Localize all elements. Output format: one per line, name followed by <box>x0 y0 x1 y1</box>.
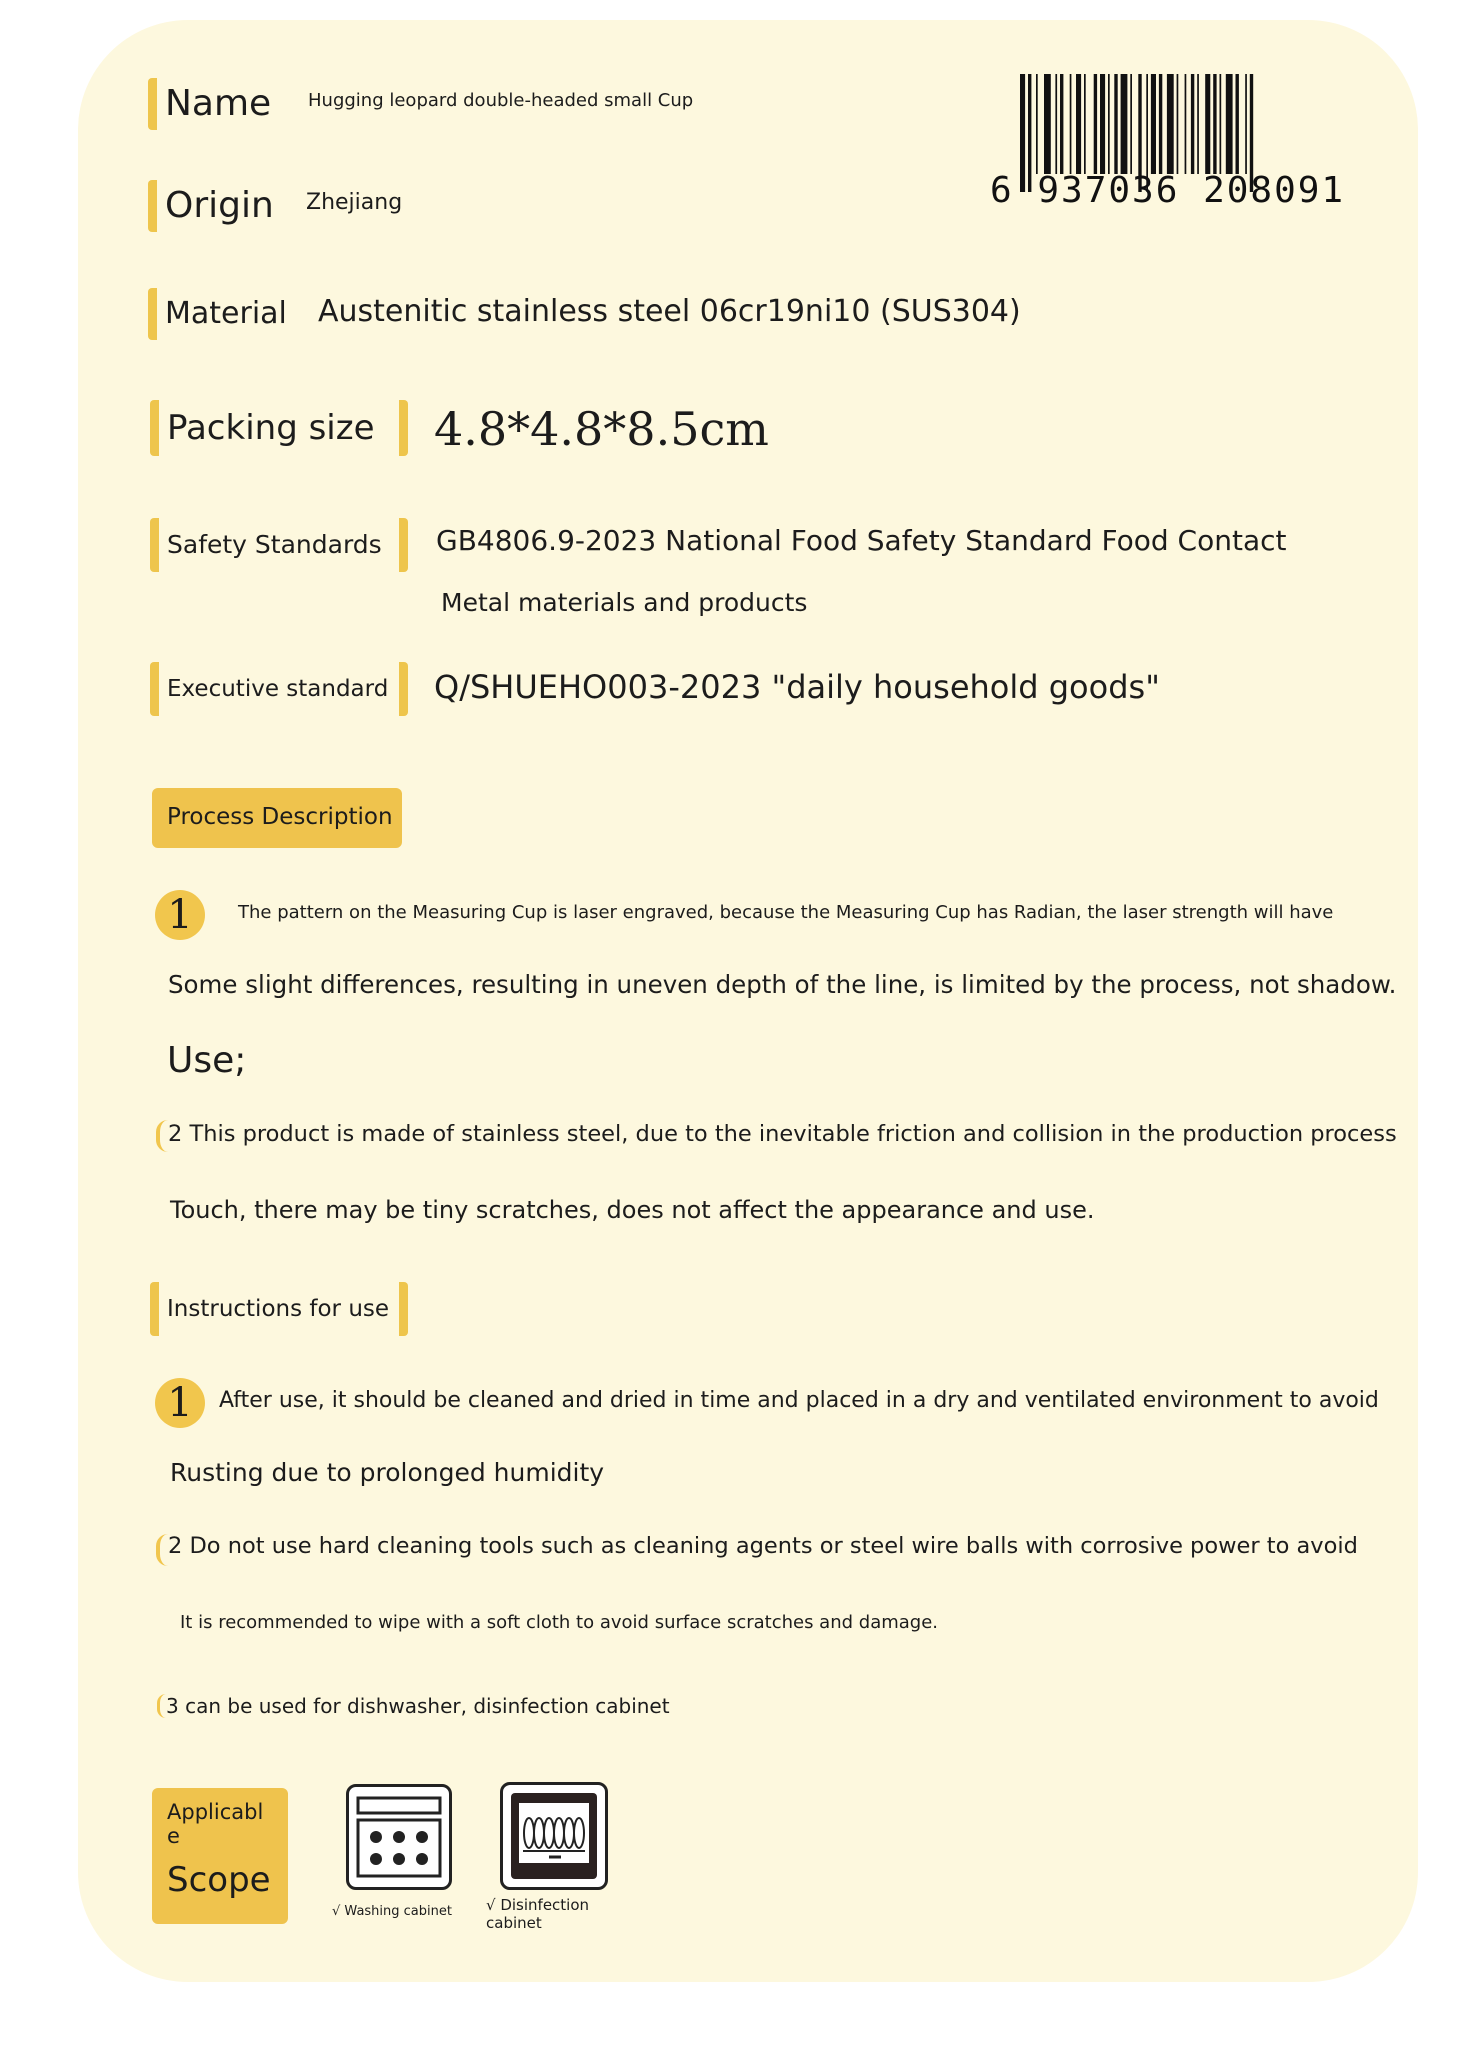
safety-standards-label <box>150 518 408 572</box>
instructions-label-text: Instructions for use <box>167 1296 390 1322</box>
disinfection-cabinet-icon <box>500 1782 608 1890</box>
material-label <box>148 288 287 340</box>
material-label-text: Material <box>165 296 287 331</box>
disinfection-cabinet-caption-line2: cabinet <box>486 1914 542 1932</box>
instructions-item-2-line1: 2 Do not use hard cleaning tools such as cleaning agents or steel wire balls with corrosive power to avoid <box>168 1533 1358 1559</box>
executive-standard-label-text: Executive standard <box>167 676 389 702</box>
instructions-item-3-marker <box>157 1694 166 1718</box>
origin-label <box>148 180 274 232</box>
barcode-bar <box>1084 74 1086 174</box>
washing-cabinet-caption: √ Washing cabinet <box>332 1904 452 1919</box>
barcode-bar <box>1060 74 1063 174</box>
barcode-bar <box>1036 74 1038 174</box>
process-description-title: Process Description <box>167 804 393 830</box>
scope-label-line2: e <box>167 1824 180 1848</box>
barcode-bar <box>1114 74 1117 174</box>
barcode-bar <box>1121 74 1128 174</box>
disinfection-cabinet-graphic <box>503 1785 605 1887</box>
barcode-bar <box>1151 74 1156 174</box>
name-label-text: Name <box>165 83 272 124</box>
barcode-bar <box>1070 74 1072 174</box>
barcode-bar <box>1094 74 1097 174</box>
barcode-bar <box>1167 74 1174 174</box>
instructions-item-1-number: 1 <box>155 1378 205 1428</box>
material-value: Austenitic stainless steel 06cr19ni10 (SUS304) <box>318 294 1021 329</box>
barcode-bar <box>1177 74 1179 174</box>
executive-standard-value: Q/SHUEHO003-2023 "daily household goods" <box>434 668 1160 706</box>
disinfection-cabinet-caption-line1: √ Disinfection <box>486 1896 590 1914</box>
barcode-bar <box>1236 74 1239 174</box>
instructions-item-1-line1: After use, it should be cleaned and dried in time and placed in a dry and ventilated environment to avoid <box>219 1388 1379 1413</box>
use-item-2-line1: 2 This product is made of stainless steel, due to the inevitable friction and collision in the production process <box>168 1121 1397 1147</box>
barcode-bar <box>1185 74 1187 174</box>
barcode-bar <box>1220 74 1222 174</box>
origin-label-text: Origin <box>165 185 274 226</box>
use-heading: Use; <box>167 1040 247 1081</box>
barcode-bar <box>1245 74 1247 174</box>
barcode-bar <box>1159 74 1162 174</box>
washing-cabinet-icon <box>346 1784 452 1890</box>
safety-standards-value-line1: GB4806.9-2023 National Food Safety Standard Food Contact <box>436 524 1287 557</box>
barcode-bar <box>1108 74 1110 174</box>
process-description-tag <box>152 788 402 848</box>
name-value: Hugging leopard double-headed small Cup <box>308 90 694 111</box>
scope-label-line3: Scope <box>167 1860 271 1900</box>
origin-value: Zhejiang <box>306 190 403 215</box>
barcode-bar <box>1213 74 1216 174</box>
packing-size-label <box>150 400 408 456</box>
barcode-bar <box>1130 74 1132 174</box>
barcode-bar <box>1197 74 1199 174</box>
instructions-item-1-line2: Rusting due to prolonged humidity <box>170 1458 605 1487</box>
instructions-item-3: 3 can be used for dishwasher, disinfection cabinet <box>166 1694 670 1718</box>
instructions-label <box>150 1282 408 1336</box>
barcode-bar <box>1044 74 1051 174</box>
barcode-bar <box>1055 74 1057 174</box>
barcode-bar <box>1100 74 1105 174</box>
process-item-1-line2: Some slight differences, resulting in uneven depth of the line, is limited by the process, not shadow. <box>168 970 1397 999</box>
packing-size-value: 4.8*4.8*8.5cm <box>434 402 769 456</box>
use-item-2-line2: Touch, there may be tiny scratches, does not affect the appearance and use. <box>170 1196 1095 1224</box>
barcode-bar <box>1191 74 1194 174</box>
process-item-1-number: 1 <box>155 890 205 940</box>
barcode-digits: 6 937036 208091 <box>990 170 1346 211</box>
safety-standards-value-line2: Metal materials and products <box>441 588 808 617</box>
packing-size-label-text: Packing size <box>167 408 375 448</box>
applicable-scope-tag <box>152 1788 288 1924</box>
process-item-1-line1: The pattern on the Measuring Cup is laser engraved, because the Measuring Cup has Radian, the laser strength will have <box>238 902 1334 923</box>
barcode-bar <box>1076 74 1081 174</box>
safety-standards-label-text: Safety Standards <box>167 530 382 559</box>
barcode-bar <box>1226 74 1233 174</box>
washing-cabinet-graphic <box>349 1787 449 1887</box>
scope-label-line1: Applicabl <box>167 1800 264 1824</box>
name-label <box>148 78 271 130</box>
executive-standard-label <box>150 662 408 716</box>
instructions-item-2-line2: It is recommended to wipe with a soft cloth to avoid surface scratches and damage. <box>180 1612 939 1633</box>
barcode-bar <box>1205 74 1210 174</box>
